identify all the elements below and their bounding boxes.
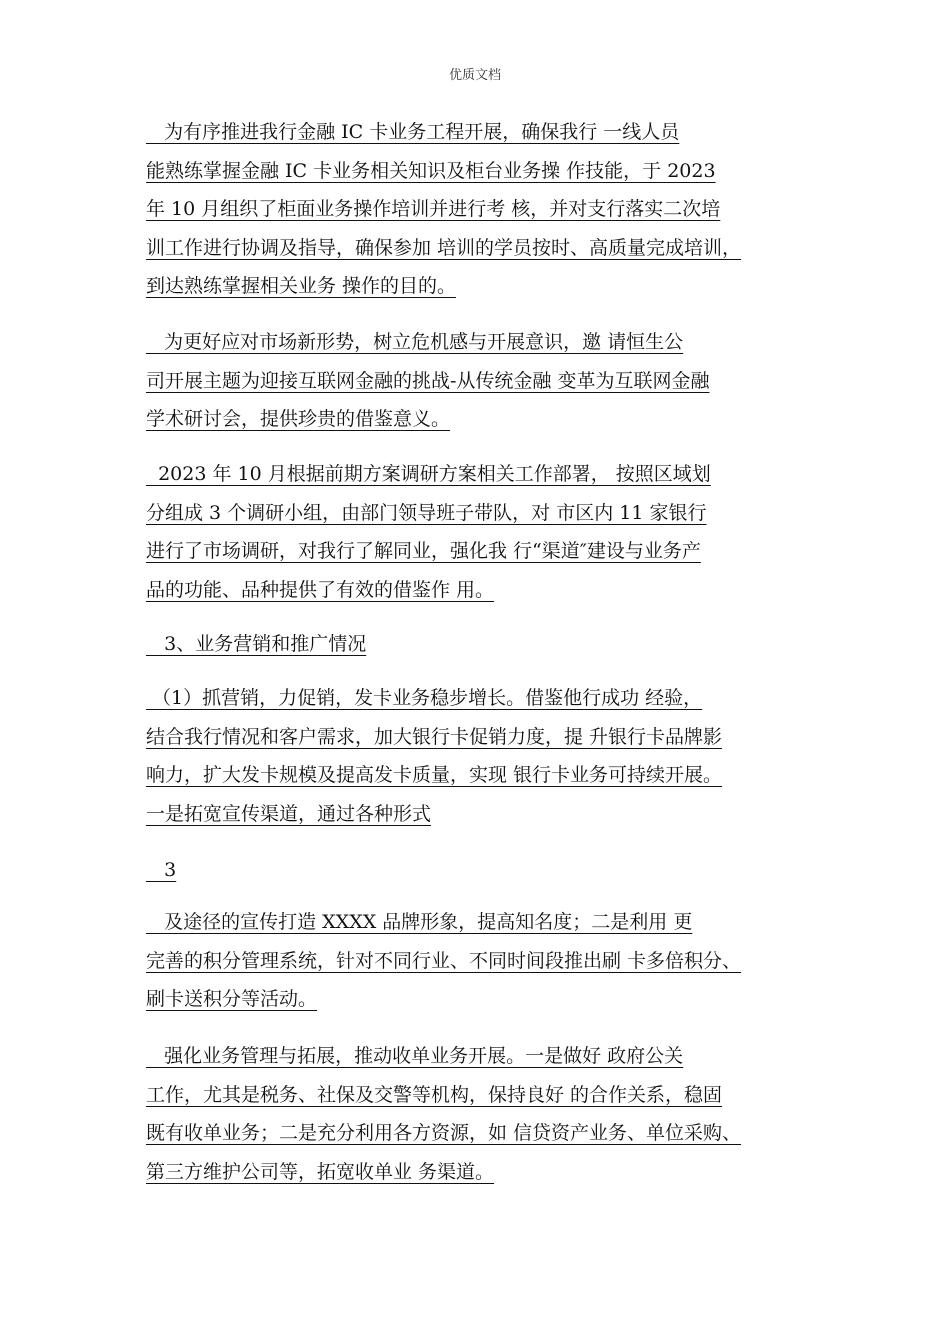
text-line: 分组成 3 个调研小组，由部门领导班子带队，对 市区内 11 家银行: [146, 501, 707, 524]
text-line: 第三方维护公司等，拓宽收单业 务渠道。: [146, 1160, 495, 1183]
paragraph: [146, 686, 836, 840]
text-line: 品的功能、品种提供了有效的借鉴作 用。: [146, 578, 495, 601]
paragraph: [146, 120, 836, 313]
text-line: 为有序推进我行金融 IC 卡业务工程开展，确保我行 一线人员: [146, 121, 680, 143]
paragraph: [146, 910, 836, 1026]
text-line: 刷卡送积分等活动。: [146, 988, 318, 1011]
paragraph: [146, 462, 836, 616]
text-line: 3: [146, 859, 177, 881]
paragraph: [146, 858, 836, 897]
text-line: 进行了市场调研，对我行了解同业，强化我 行“渠道″建设与业务产: [146, 540, 701, 563]
text-line: 结合我行情况和客户需求，加大银行卡促销力度，提 升银行卡品牌影: [146, 725, 723, 748]
text-line: （1）抓营销，力促销，发卡业务稳步增长。借鉴他行成功 经验，: [146, 687, 703, 709]
text-line: 既有收单业务；二是充分利用各方资源，如 信贷资产业务、单位采购、: [146, 1122, 742, 1145]
text-line: 响力，扩大发卡规模及提高发卡质量，实现 银行卡业务可持续开展。: [146, 764, 723, 787]
paragraph: [146, 1044, 836, 1198]
text-line: 工作，尤其是税务、社保及交警等机构，保持良好 的合作关系，稳固: [146, 1083, 723, 1106]
text-line: 训工作进行协调及指导，确保参加 培训的学员按时、高质量完成培训，: [146, 236, 742, 259]
text-line: 为更好应对市场新形势，树立危机感与开展意识，邀 请恒生公: [146, 331, 684, 353]
text-line: 完善的积分管理系统，针对不同行业、不同时间段推出刷 卡多倍积分、: [146, 949, 742, 972]
text-line: 司开展主题为迎接互联网金融的挑战-从传统金融 变革为互联网金融: [146, 369, 710, 392]
text-line: 能熟练掌握金融 IC 卡业务相关知识及柜台业务操 作技能，于 2023: [146, 159, 716, 182]
text-line: 2023 年 10 月根据前期方案调研方案相关工作部署， 按照区域划: [146, 463, 711, 485]
text-line: 及途径的宣传打造 XXXX 品牌形象，提高知名度；二是利用 更: [146, 911, 693, 933]
page-header: 优质文档: [448, 68, 501, 83]
text-line: 3、业务营销和推广情况: [146, 633, 367, 655]
text-line: 强化业务管理与拓展，推动收单业务开展。一是做好 政府公关: [146, 1045, 684, 1067]
paragraph: [146, 330, 836, 446]
paragraph: [146, 632, 836, 671]
text-line: 一是拓宽宣传渠道，通过各种形式: [146, 802, 432, 825]
text-line: 到达熟练掌握相关业务 操作的目的。: [146, 275, 457, 298]
text-line: 年 10 月组织了柜面业务操作培训并进行考 核，并对支行落实二次培: [146, 198, 721, 221]
text-line: 学术研讨会，提供珍贵的借鉴意义。: [146, 408, 451, 431]
